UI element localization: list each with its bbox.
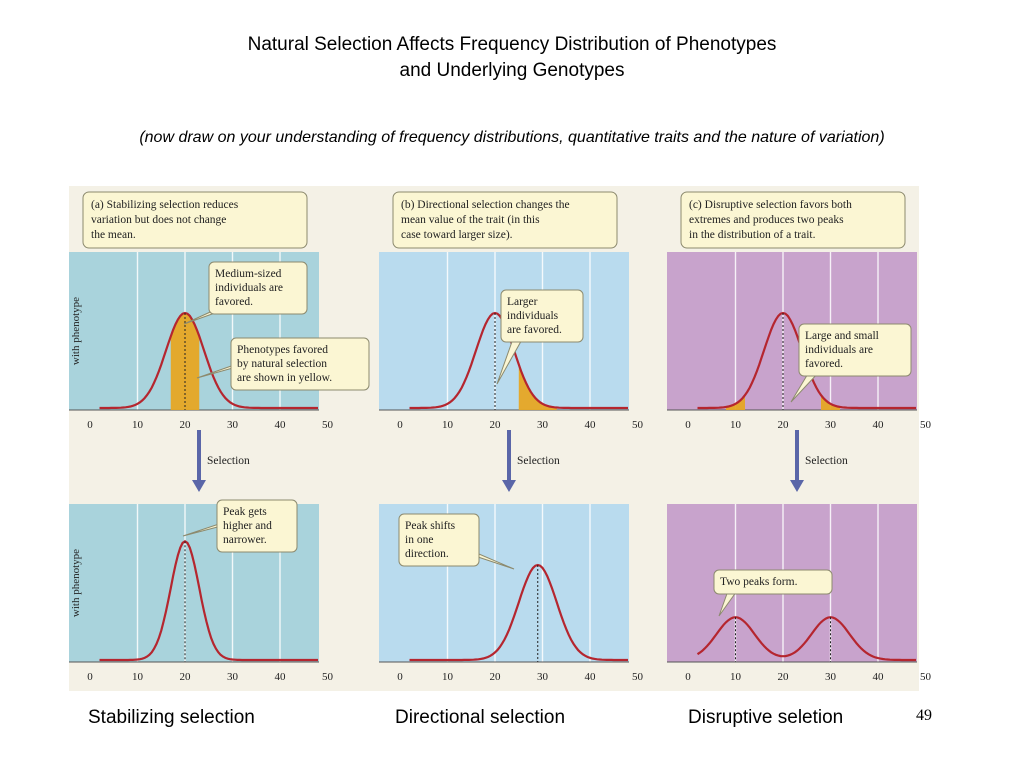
tick-label: 40	[584, 671, 596, 683]
tick-label: 30	[825, 419, 836, 431]
callout-medium-favored-line: Medium-sized	[215, 268, 282, 280]
tick-label: 50	[632, 419, 643, 431]
tick-label: 30	[227, 419, 238, 431]
callout-larger-favored-line: are favored.	[507, 324, 562, 336]
selection-label: Selection	[805, 455, 848, 467]
tick-label: 10	[132, 671, 143, 683]
callout-large-small-line: individuals are	[805, 344, 874, 356]
tick-label: 50	[632, 671, 643, 683]
callout-yellow-favored-line: Phenotypes favored	[237, 344, 329, 356]
tick-label: 50	[920, 671, 931, 683]
callout-yellow-favored-line: by natural selection	[237, 358, 328, 370]
callout-peak-higher-line: Peak gets	[223, 506, 267, 518]
tick-label: 20	[179, 671, 191, 683]
caption-line: (a) Stabilizing selection reduces	[91, 199, 239, 211]
selection-figure	[69, 186, 931, 691]
tick-label: 0	[397, 419, 403, 431]
tick-label: 0	[685, 671, 691, 683]
callout-peak-higher-line: narrower.	[223, 534, 267, 546]
caption-line: in the distribution of a trait.	[689, 229, 816, 241]
label-disruptive: Disruptive seletion	[688, 707, 844, 728]
selection-label: Selection	[207, 455, 250, 467]
caption-line: variation but does not change	[91, 214, 227, 226]
y-axis-title: with phenotype	[70, 548, 82, 618]
callout-larger-favored-line: individuals	[507, 310, 559, 322]
callout-two-peaks-line: Two peaks form.	[720, 576, 798, 588]
tick-label: 40	[872, 419, 884, 431]
tick-label: 10	[442, 419, 453, 431]
caption-line: (b) Directional selection changes the	[401, 199, 570, 211]
tick-label: 50	[920, 419, 931, 431]
tick-label: 20	[777, 419, 789, 431]
label-directional: Directional selection	[395, 707, 566, 728]
tick-label: 0	[397, 671, 403, 683]
tick-label: 10	[132, 419, 143, 431]
title-line-1: Natural Selection Affects Frequency Distribution of Phenotypes	[247, 34, 777, 55]
slide-subtitle: (now draw on your understanding of frequency distributions, quantitative traits and the nature of variation)	[139, 129, 885, 146]
tick-label: 0	[87, 671, 93, 683]
tick-label: 40	[274, 671, 286, 683]
title-line-2: and Underlying Genotypes	[399, 60, 625, 81]
callout-peak-shifts-line: in one	[405, 534, 434, 546]
tick-label: 40	[872, 671, 884, 683]
caption-line: (c) Disruptive selection favors both	[689, 199, 852, 211]
caption-line: the mean.	[91, 229, 136, 241]
callout-medium-favored-line: favored.	[215, 296, 253, 308]
caption-line: mean value of the trait (in this	[401, 214, 540, 226]
tick-label: 10	[730, 671, 741, 683]
tick-label: 0	[685, 419, 691, 431]
tick-label: 20	[489, 671, 501, 683]
caption-line: extremes and produces two peaks	[689, 214, 844, 226]
tick-label: 20	[489, 419, 501, 431]
tick-label: 10	[730, 419, 741, 431]
callout-medium-favored-line: individuals are	[215, 282, 284, 294]
callout-yellow-favored-line: are shown in yellow.	[237, 372, 333, 384]
tick-label: 0	[87, 419, 93, 431]
label-stabilizing: Stabilizing selection	[88, 707, 255, 728]
tick-label: 20	[777, 671, 789, 683]
y-axis-title: with phenotype	[70, 296, 82, 366]
page-number: 49	[916, 707, 932, 724]
tick-label: 20	[179, 419, 191, 431]
tick-label: 50	[322, 419, 333, 431]
callout-large-small-line: favored.	[805, 358, 843, 370]
tick-label: 10	[442, 671, 453, 683]
tick-label: 30	[825, 671, 836, 683]
callout-peak-higher-line: higher and	[223, 520, 272, 532]
callout-large-small-line: Large and small	[805, 330, 879, 342]
tick-label: 30	[537, 671, 548, 683]
callout-peak-shifts-line: Peak shifts	[405, 520, 456, 532]
tick-label: 30	[227, 671, 238, 683]
tick-label: 40	[274, 419, 286, 431]
tick-label: 30	[537, 419, 548, 431]
caption-line: case toward larger size).	[401, 229, 513, 241]
callout-peak-shifts-line: direction.	[405, 548, 449, 560]
slide-title	[0, 32, 1024, 84]
tick-label: 40	[584, 419, 596, 431]
tick-label: 50	[322, 671, 333, 683]
callout-larger-favored-line: Larger	[507, 296, 538, 308]
selection-label: Selection	[517, 455, 560, 467]
